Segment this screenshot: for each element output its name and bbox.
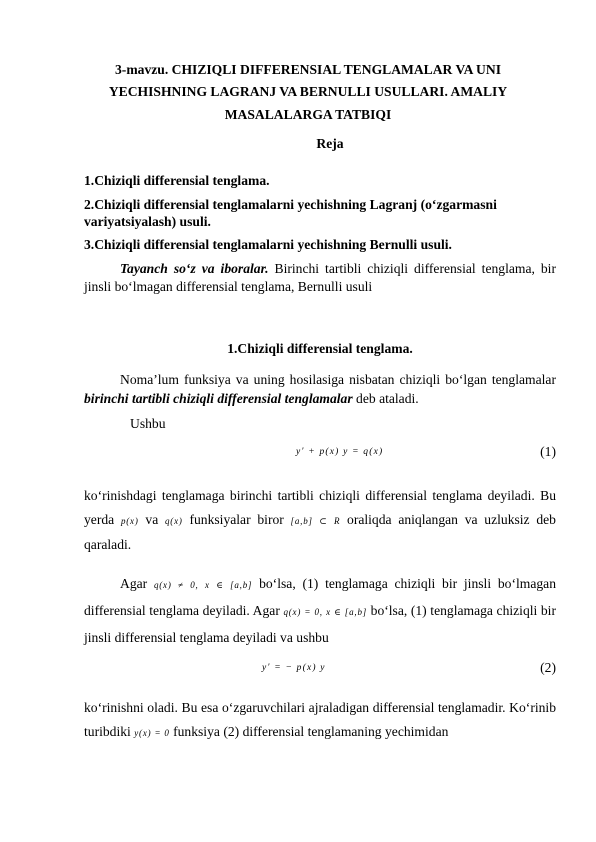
plan-item-1: 1.Chiziqli differensial tenglama. xyxy=(84,173,270,188)
equation-2-number: (2) xyxy=(540,660,556,675)
keywords-text: Birinchi tartibli chiziqli differensial tenglama, bir jinsli bo‘lmagan differensial tenglama, Bernulli usuli xyxy=(84,261,556,294)
keywords-paragraph xyxy=(84,260,556,296)
function-q: q(x) xyxy=(165,516,183,526)
definition-text-start: Noma’lum funksiya va uning hosilasiga nisbatan chiziqli bo‘lgan tenglamalar xyxy=(120,372,556,387)
equation-1: y′ + p(x) y = q(x) xyxy=(296,447,384,457)
section-heading: 1.Chiziqli differensial tenglama. xyxy=(227,341,413,356)
paragraph-4: ko‘rinishni oladi. Bu esa o‘zgaruvchilari ajraladigan differensial tenglamadir. Ko‘rinib turibdiki y(x) = 0 funksiya (2) differensial tenglamaning yechimidan xyxy=(84,700,556,739)
definition-text-end: deb ataladi. xyxy=(352,391,419,406)
condition-nonhomogeneous: q(x) ≠ 0, x ∈ [a,b] xyxy=(153,580,253,590)
function-p: p(x) xyxy=(120,516,139,526)
paragraph-2: ko‘rinishdagi tenglamaga birinchi tartibli chiziqli differensial tenglama deyiladi. Bu yerda p(x) va q(x) funksiyalar biror [a,b] ⊂ R oraliqda aniqlangan va uzluksiz deb qaraladi. xyxy=(84,488,556,552)
title-line-2: YECHISHNING LAGRANJ VA BERNULLI USULLARI. AMALIY xyxy=(108,84,508,99)
paragraph-3: Agar q(x) ≠ 0, x ∈ [a,b] bo‘lsa, (1) tenglamaga chiziqli bir jinsli bo‘lmagan differensial tenglama deyiladi. Agar q(x) = 0, x ∈ [a,b] bo‘lsa, (1) tenglamaga chiziqli bir jinsli differensial tenglama deyiladi va ushbu xyxy=(84,576,556,645)
keywords-label: Tayanch so‘z va iboralar. xyxy=(120,261,269,276)
interval-ab: [a,b] ⊂ R xyxy=(290,516,341,526)
plan-item-3: 3.Chiziqli differensial tenglamalarni yechishning Bernulli usuli. xyxy=(84,237,452,252)
definition-term: birinchi tartibli chiziqli differensial tenglamalar xyxy=(84,391,353,406)
plan-item-2-line-2: variyatsiyalash) usuli. xyxy=(84,214,211,229)
condition-homogeneous: q(x) = 0, x ∈ [a,b] xyxy=(283,607,368,617)
title-line-1: 3-mavzu. CHIZIQLI DIFFERENSIAL TENGLAMALAR VA UNI xyxy=(115,62,501,77)
title-line-3: MASALALARGA TATBIQI xyxy=(224,107,392,122)
ushbu-text: Ushbu xyxy=(130,416,166,431)
plan-heading: Reja xyxy=(316,136,344,151)
definition-paragraph xyxy=(84,370,556,408)
plan-item-2-line-1: 2.Chiziqli differensial tenglamalarni yechishning Lagranj (o‘zgarmasni xyxy=(84,197,497,212)
equation-2: y′ = − p(x) y xyxy=(262,663,326,673)
zero-solution: y(x) = 0 xyxy=(134,728,170,738)
equation-1-number: (1) xyxy=(540,444,556,459)
